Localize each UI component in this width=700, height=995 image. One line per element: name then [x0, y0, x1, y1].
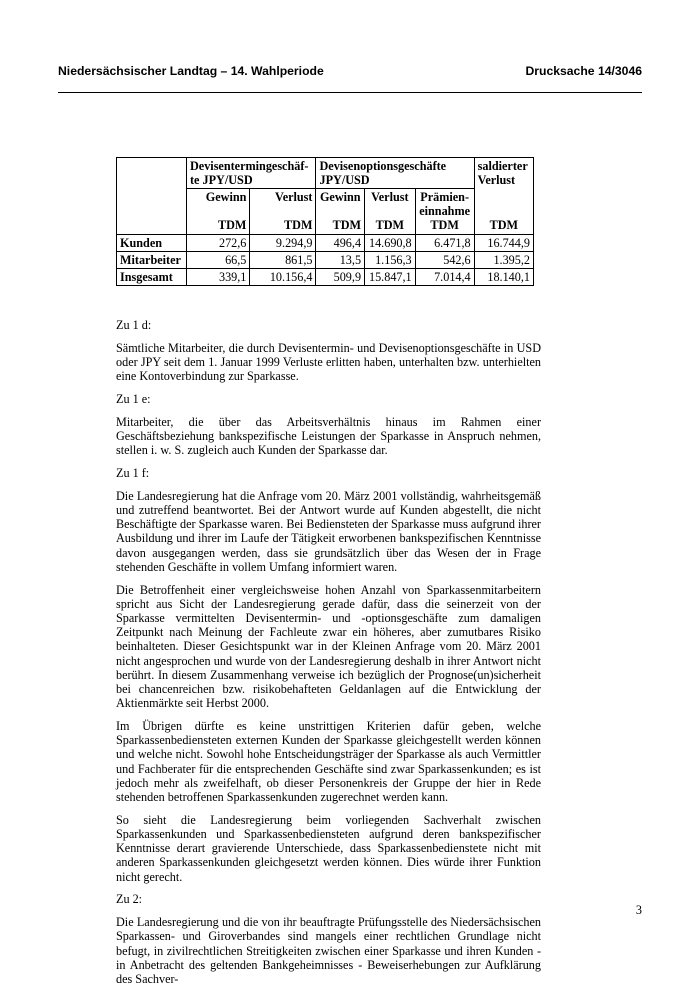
column-unit: TDM	[284, 218, 313, 232]
table-cell: 10.156,4	[250, 269, 316, 286]
table-cell: 15.847,1	[365, 269, 416, 286]
section-heading: Zu 1 f:	[116, 466, 150, 480]
table-cell: 7.014,4	[415, 269, 474, 286]
table-group-header: saldierter Verlust	[474, 158, 533, 189]
paragraph: Sämtliche Mitarbeiter, die durch Devisentermin- und Devisenoptionsgeschäfte in USD oder JPY seit dem 1. Januar 1999 Verluste erlitten haben, unterhalten bzw. unterhielten eine Kontoverbindung zur Sparkasse.	[116, 340, 541, 384]
results-table	[116, 157, 534, 286]
column-unit: TDM	[375, 218, 405, 232]
column-unit: TDM	[430, 218, 459, 232]
section-heading: Zu 2:	[116, 892, 143, 907]
page-number: 3	[635, 903, 642, 917]
paragraph: So sieht die Landesregierung beim vorliegenden Sachverhalt zwischen Sparkassenkunden und Sparkassenbediensteten aufgrund deren bankspezifischer Kenntnisse derart gravierende Unterschiede, dass Sparkassenbedienstete nicht mit anderen Sparkassenkunden gleichgesetzt werden können. Dies würde ihrer Funktion nicht gerecht.	[116, 812, 541, 884]
table-cell: 18.140,1	[474, 269, 533, 286]
table-cell: 496,4	[316, 235, 365, 252]
table-header-row	[117, 158, 534, 189]
header-document-number: Drucksache 14/3046	[525, 64, 642, 78]
table-subheader-row	[117, 189, 534, 235]
column-header: Prämien- einnahme	[419, 190, 471, 218]
paragraph: Im Übrigen dürfte es keine unstrittigen Kriterien dafür geben, welche Sparkassenbediensteten externen Kunden der Sparkasse gleichgestellt werden können und welche nicht. Sowohl hohe Entscheidungsträger der Sparkasse als auch Vermittler und Fachberater für die entsprechenden Geschäfte sind zwar Sparkassenkunden; es ist jedoch mehr als zweifelhaft, ob dieser Personenkreis der Gruppe der hier in Rede stehenden betroffenen Sparkassenkunden zugerechnet werden kann.	[116, 719, 541, 805]
table-cell: 1.395,2	[474, 252, 533, 269]
table-cell: 66,5	[187, 252, 250, 269]
paragraph: Mitarbeiter, die über das Arbeitsverhältnis hinaus im Rahmen einer Geschäftsbeziehung bankspezifische Leistungen der Sparkasse in Anspruch nehmen, stellen i. w. S. zugleich auch Kunden der Sparkasse dar.	[116, 414, 541, 458]
column-unit: TDM	[489, 217, 519, 232]
table-group-header: Devisenoptionsgeschäfte JPY/USD	[316, 158, 474, 189]
paragraph: Die Betroffenheit einer vergleichsweise hohen Anzahl von Sparkassenmitarbeitern spricht aus Sicht der Landesregierung gerade dafür, dass die seinerzeit von der Sparkasse vermittelten Devisentermin- und -optionsgeschäfte zum damaligen Zeitpunkt nach Meinung der Fachleute zwar ein höheres, aber zumutbares Risiko beinhalteten. Dieser Gesichtspunkt war in der Kleinen Anfrage vom 20. März 2001 nicht angesprochen und wurde von der Landesregierung deshalb in ihrer Antwort nicht berührt. In diesem Zusammenhang verweise ich bezüglich der Prognose(un)sicherheit bei chancenreichen bzw. risikobehafteten Geldanlagen auf die Entwicklung der Aktienmärkte seit Herbst 2000.	[116, 582, 541, 711]
table-row	[117, 269, 534, 286]
table-cell: 16.744,9	[474, 235, 533, 252]
table-group-header: Devisentermingeschäf- te JPY/USD	[187, 158, 316, 189]
header-title: Niedersächsischer Landtag – 14. Wahlperiode	[58, 64, 324, 78]
table-cell: 861,5	[250, 252, 316, 269]
section-heading: Zu 1 d:	[116, 318, 152, 332]
table-row	[117, 252, 534, 269]
table-cell: 1.156,3	[365, 252, 416, 269]
body-text	[116, 318, 541, 995]
table-corner-cell	[117, 189, 187, 235]
paragraph: Die Landesregierung und die von ihr beauftragte Prüfungsstelle des Niedersächsischen Sparkassen- und Giroverbandes sind mangels einer rechtlichen Grundlage nicht befugt, in zivilrechtlichen Streitigkeiten zwischen einer Sparkasse und ihren Kunden - in Anbetracht des geltenden Bankgeheimnisses - Beweiserhebungen zur Aufklärung des Sachver-	[116, 915, 541, 987]
row-label: Mitarbeiter	[117, 252, 187, 269]
table-cell: 272,6	[187, 235, 250, 252]
table-cell: 13,5	[316, 252, 365, 269]
column-unit: TDM	[332, 218, 362, 232]
table-corner-cell	[117, 158, 187, 189]
table-cell: 339,1	[187, 269, 250, 286]
column-header: Gewinn	[319, 190, 361, 204]
row-label: Insgesamt	[117, 269, 187, 286]
paragraph: Die Landesregierung hat die Anfrage vom 20. März 2001 vollständig, wahrheitsgemäß und zutreffend beantwortet. Bei der Antwort wurde auf Kunden abgestellt, die nicht Beschäftigte der Sparkasse waren. Bei Bediensteten der Sparkasse muss aufgrund ihrer Ausbildung und ihrer im Laufe der Tätigkeit erworbenen bankspezifischen Kenntnisse davon ausgegangen werden, dass sie grundsätzlich über das Wesen der in Frage stehenden Geschäfte in vollem Umfang informiert waren.	[116, 488, 541, 574]
column-header: Verlust	[371, 190, 409, 204]
column-header: Gewinn	[205, 190, 247, 204]
table-cell: 6.471,8	[415, 235, 474, 252]
table-cell: 9.294,9	[250, 235, 316, 252]
table-cell: 14.690,8	[365, 235, 416, 252]
row-label: Kunden	[117, 235, 187, 252]
column-header: Verlust	[275, 190, 313, 204]
header-rule	[58, 92, 642, 93]
table-cell: 542,6	[415, 252, 474, 269]
page-header	[58, 64, 642, 78]
section-heading: Zu 1 e:	[116, 392, 151, 406]
table-row	[117, 235, 534, 252]
table-cell: 509,9	[316, 269, 365, 286]
column-unit: TDM	[217, 218, 247, 232]
